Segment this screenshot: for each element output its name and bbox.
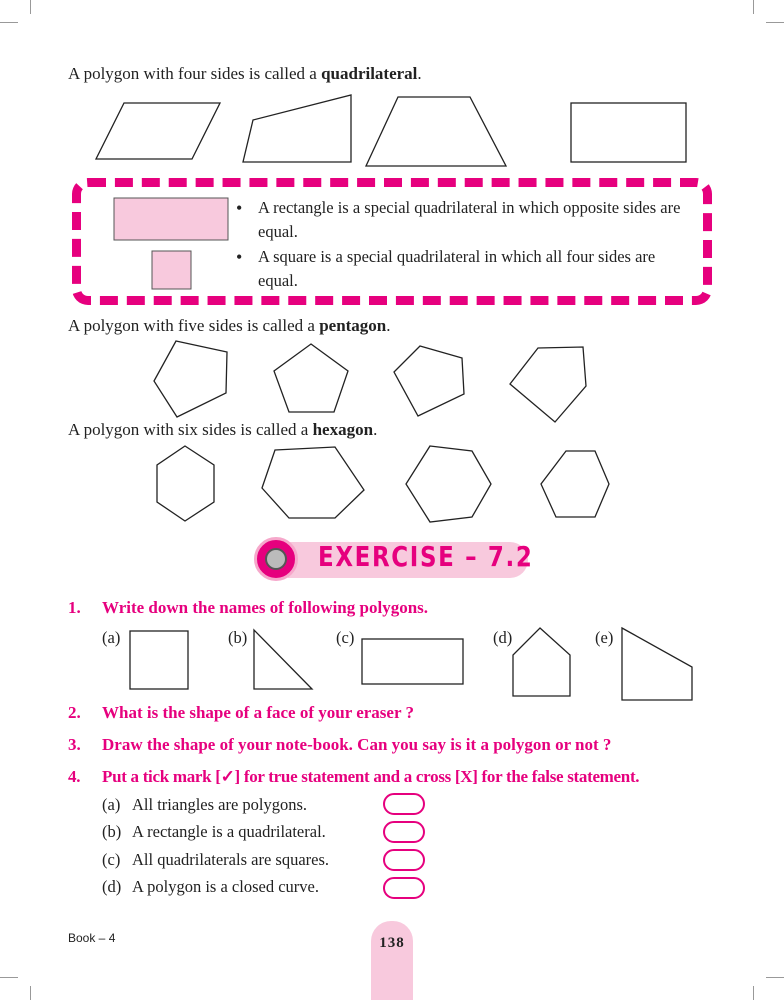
bee-icon (254, 537, 298, 581)
pink-rectangle-example (114, 198, 228, 240)
hexagon-definition (68, 420, 377, 440)
term-pentagon: pentagon (319, 316, 387, 335)
answer-box-b[interactable] (383, 821, 425, 843)
square-shape (130, 631, 188, 689)
hexagon-shape-3 (406, 446, 491, 522)
question-number: 2. (68, 703, 81, 722)
question-number: 3. (68, 735, 81, 754)
pentagon-shape-2 (274, 344, 348, 412)
term-quadrilateral: quadrilateral (321, 64, 418, 83)
bullet-item: • A rectangle is a special quadrilateral in which opposite sides are equal. (236, 196, 686, 244)
pentagon-shape-4 (510, 347, 586, 422)
info-bullets (236, 196, 686, 294)
definition-suffix: . (386, 316, 391, 335)
statement-text: All quadrilaterals are squares. (132, 850, 330, 869)
pentagon-shape-1 (154, 341, 227, 417)
answer-box-c[interactable] (383, 849, 425, 871)
question-3 (68, 735, 728, 757)
question-text: What is the shape of a face of your eraser ? (102, 703, 414, 722)
answer-box-d[interactable] (383, 877, 425, 899)
parallelogram-shape (96, 103, 220, 159)
statement-text: All triangles are polygons. (132, 795, 308, 814)
exercise-rectangle-shape (362, 639, 463, 684)
question-2 (68, 703, 728, 725)
right-trapezium-shape (622, 628, 692, 700)
definition-text: A polygon with five sides is called a (68, 316, 320, 335)
trapezium-shape (366, 97, 506, 166)
statement-text: A polygon is a closed curve. (132, 877, 319, 896)
option-c-label: (c) (336, 628, 355, 647)
exercise-title: EXERCISE – 7.2 (318, 540, 534, 573)
pink-square-example (152, 251, 191, 289)
statement-label: (b) (102, 822, 122, 841)
book-label: Book – 4 (68, 931, 116, 945)
question-number: 1. (68, 598, 81, 617)
definition-suffix: . (417, 64, 422, 83)
pentagon-definition (68, 316, 391, 336)
option-d-label: (d) (493, 628, 513, 647)
option-a-label: (a) (102, 628, 121, 647)
statement-label: (c) (102, 850, 121, 869)
definition-text: A polygon with six sides is called a (68, 420, 313, 439)
page-number: 138 (379, 935, 405, 951)
pentagon-shape-3 (394, 346, 464, 416)
question-text: Draw the shape of your note-book. Can you say is it a polygon or not ? (102, 735, 612, 754)
definition-text: A polygon with four sides is called a (68, 64, 322, 83)
question-1 (68, 598, 728, 620)
question-4 (68, 767, 758, 789)
statement-text: A rectangle is a quadrilateral. (132, 822, 326, 841)
question-text: Write down the names of following polygons. (102, 598, 429, 617)
option-e-label: (e) (595, 628, 614, 647)
definition-suffix: . (373, 420, 378, 439)
answer-box-a[interactable] (383, 793, 425, 815)
trapezium-irregular-shape (243, 95, 351, 162)
right-triangle-shape (254, 630, 312, 689)
term-hexagon: hexagon (312, 420, 374, 439)
question-text: Put a tick mark [✓] for true statement and a cross [X] for the false statement. (102, 767, 640, 786)
rectangle-shape (571, 103, 686, 162)
house-pentagon-shape (513, 628, 570, 696)
bullet-item: • A square is a special quadrilateral in which all four sides are equal. (236, 245, 686, 293)
statement-label: (d) (102, 877, 122, 896)
statement-label: (a) (102, 795, 121, 814)
page-number-tab (371, 921, 413, 1000)
hexagon-shape-1 (157, 446, 214, 521)
option-b-label: (b) (228, 628, 248, 647)
question-number: 4. (68, 767, 81, 786)
hexagon-shape-4 (541, 451, 609, 517)
hexagon-shape-2 (262, 447, 364, 518)
